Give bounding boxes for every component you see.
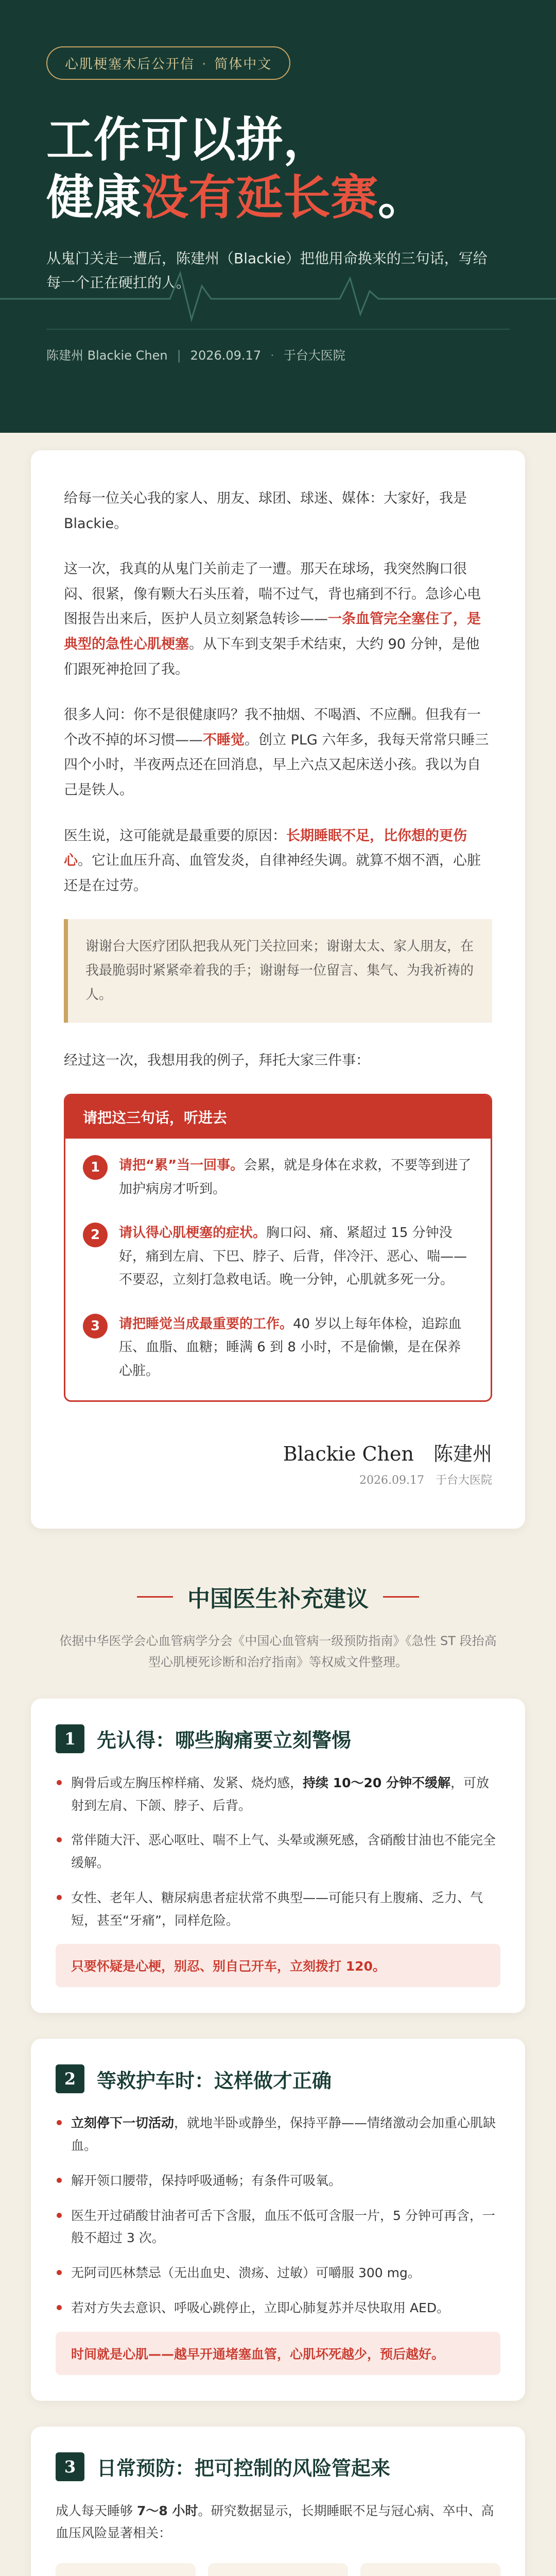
p3-text-end: 。创立 PLG 六年多，我每天常常只睡三四个小时，半夜两点还在回消息，早上六点又起床送小孩。我以为自己是铁人。 <box>64 732 489 798</box>
hero-banner <box>0 0 556 433</box>
card-header <box>56 2064 500 2093</box>
tips-title: 请把这三句话，听进去 <box>65 1095 491 1139</box>
tip-number: 2 <box>83 1223 108 1247</box>
tip-item <box>65 1139 491 1206</box>
advice-card-1 <box>31 1699 525 2013</box>
item-text: 常伴随大汗、恶心呕吐、喘不上气、头晕或濒死感，含硝酸甘油也不能完全缓解。 <box>71 1833 496 1871</box>
card-list <box>56 2112 500 2319</box>
section-title-text: 中国医生补充建议 <box>187 1586 369 1613</box>
card-title: 先认得：哪些胸痛要立刻警惕 <box>97 1728 352 1752</box>
stat-box <box>56 2563 196 2576</box>
list-item <box>56 1772 500 1817</box>
list-item <box>56 1829 500 1874</box>
card-number: 3 <box>56 2452 84 2481</box>
card-header <box>56 2452 500 2481</box>
hero-tag-right: 简体中文 <box>214 57 272 72</box>
stats-row <box>56 2563 500 2576</box>
hero-meta <box>46 329 510 363</box>
card-title: 等救护车时：这样做才正确 <box>97 2069 332 2092</box>
letter-paragraph-3 <box>64 703 492 803</box>
card-header <box>56 1724 500 1753</box>
item-text-end: ，可放射到左肩、下颌、脖子、后背。 <box>71 1775 490 1813</box>
advice-card-2 <box>31 2039 525 2400</box>
tip-text <box>119 1222 473 1292</box>
tip-number: 1 <box>83 1155 108 1180</box>
list-item <box>56 2262 500 2284</box>
letter-paragraph-5: 经过这一次，我想用我的例子，拜托大家三件事： <box>64 1052 370 1069</box>
p4-text: 医生说，这可能就是最重要的原因： <box>64 827 286 844</box>
item-text: 解开领口腰带，保持呼吸通畅；有条件可吸氧。 <box>71 2173 342 2188</box>
tip-lead: 请认得心肌梗塞的症状。 <box>119 1225 267 1241</box>
item-text: 女性、老年人、糖尿病患者症状常不典型——可能只有上腹痛、乏力、气短，甚至“牙痛”，同样危险。 <box>71 1890 483 1928</box>
tip-item <box>65 1297 491 1401</box>
tip-body: 40 岁以上每年体检，追踪血压、血脂、血糖；睡满 6 到 8 小时，不是偷懒，是在保养心脏。 <box>119 1316 462 1379</box>
hero-tag <box>46 46 290 80</box>
meta-separator: · <box>270 348 274 363</box>
tip-body: 胸口闷、痛、紧超过 15 分钟没好，痛到左肩、下巴、脖子、后背，伴冷汗、恶心、喘——不要忍，立刻打急救电话。晚一分钟，心肌就多死一分。 <box>119 1225 467 1288</box>
title-divider <box>383 1596 419 1598</box>
advice-section-header <box>0 1580 556 1673</box>
letter-card <box>31 450 525 1529</box>
title-highlight: 没有延长赛 <box>141 170 378 226</box>
stat-box <box>208 2563 348 2576</box>
intro-text-end: 。研究数据显示，长期睡眠不足与冠心病、卒中、高血压风险显著相关： <box>56 2503 494 2541</box>
title-line-2-pre: 健康 <box>46 170 142 226</box>
p4-text-end: 。它让血压升高、血管发炎，自律神经失调。就算不烟不酒，心脏还是在过劳。 <box>64 853 481 894</box>
p4-highlight: 长期睡眠不足，比你想的更伤心 <box>64 827 467 869</box>
title-line-1: 工作可以拼， <box>46 112 331 167</box>
card-alert: 时间就是心肌——越早开通堵塞血管，心肌坏死越少，预后越好。 <box>56 2332 500 2375</box>
thanks-quote-text: 谢谢台大医疗团队把我从死门关拉回来；谢谢太太、家人朋友，在我最脆弱时紧紧牵着我的手；谢谢每一位留言、集气、为我祈祷的人。 <box>85 939 474 1003</box>
card-intro <box>56 2500 500 2545</box>
list-item <box>56 2297 500 2319</box>
ecg-line-icon <box>0 263 556 325</box>
section-title <box>0 1580 556 1613</box>
stat-box <box>360 2563 500 2576</box>
item-text: 若对方失去意识、呼吸心跳停止，立即心肺复苏并尽快取用 AED。 <box>71 2300 450 2315</box>
tip-text <box>119 1313 473 1383</box>
p2-text-end: 。从下车到支架手术结束，大约 90 分钟，是他们跟死神抢回了我。 <box>64 636 480 677</box>
item-text-end: ，就地半卧或静坐，保持平静——情绪激动会加重心肌缺血。 <box>71 2115 496 2154</box>
item-text: 无阿司匹林禁忌（无出血史、溃疡、过敏）可嚼服 300 mg。 <box>71 2265 421 2281</box>
title-divider <box>137 1596 173 1598</box>
hero-subtitle: 从鬼门关走一遭后，陈建州（Blackie）把他用命换来的三句话，写给每一个正在硬扛的人。 <box>46 250 488 291</box>
three-tips-box <box>64 1094 492 1402</box>
tip-number: 3 <box>83 1314 108 1338</box>
letter-paragraph-2 <box>64 557 492 682</box>
meta-separator: | <box>177 348 181 363</box>
hero-date: 2026.09.17 <box>190 348 262 363</box>
hero-place: 于台大医院 <box>283 348 345 363</box>
thanks-quote <box>64 919 492 1022</box>
title-line-2-post: 。 <box>378 170 426 226</box>
hero-author: 陈建州 Blackie Chen <box>46 348 168 363</box>
signature: Blackie Chen 陈建州 <box>283 1443 492 1466</box>
tip-lead: 请把“累”当一回事。 <box>119 1158 244 1174</box>
page-title <box>46 111 510 226</box>
advice-card-3 <box>31 2427 525 2576</box>
item-bold: 持续 10～20 分钟不缓解 <box>303 1775 451 1790</box>
p3-highlight: 不睡觉 <box>203 732 245 748</box>
hero-tag-separator: · <box>202 57 207 72</box>
tip-text <box>119 1154 473 1201</box>
tip-body: 会累，就是身体在求救，不要等到进了加护病房才听到。 <box>119 1158 472 1197</box>
letter-paragraph-4 <box>64 824 492 899</box>
list-item <box>56 2205 500 2250</box>
card-number: 2 <box>56 2064 84 2093</box>
intro-bold: 7～8 小时 <box>136 2503 198 2518</box>
tip-item <box>65 1206 491 1297</box>
letter-greeting: 给每一位关心我的家人、朋友、球团、球迷、媒体：大家好，我是Blackie。 <box>64 490 467 532</box>
p3-text: 很多人问：你不是很健康吗？我不抽烟、不喝酒、不应酬。但我有一个改不掉的坏习惯—— <box>64 707 481 748</box>
section-subtitle: 依据中华医学会心血管病学分会《中国心血管病一级预防指南》《急性 ST 段抬高型心肌梗死诊断和治疗指南》等权威文件整理。 <box>59 1634 497 1670</box>
intro-text: 成人每天睡够 <box>56 2503 137 2518</box>
card-number: 1 <box>56 1724 84 1753</box>
card-list <box>56 1772 500 1932</box>
list-item <box>56 1887 500 1932</box>
item-text: 医生开过硝酸甘油者可舌下含服，血压不低可含服一片，5 分钟可再含，一般不超过 3 次。 <box>71 2208 495 2246</box>
card-title: 日常预防：把可控制的风险管起来 <box>97 2456 391 2480</box>
list-item <box>56 2170 500 2192</box>
card-alert: 只要怀疑是心梗，别忍、别自己开车，立刻拨打 120。 <box>56 1944 500 1987</box>
hero-tag-left: 心肌梗塞术后公开信 <box>65 57 195 72</box>
p2-text: 这一次，我真的从鬼门关前走了一遭。那天在球场，我突然胸口很闷、很紧，像有颗大石头压着，喘不过气，背也痛到不行。急诊心电图报告出来后，医护人员立刻紧急转诊—— <box>64 561 481 628</box>
item-bold: 立刻停下一切活动 <box>71 2115 175 2131</box>
signature-date: 2026.09.17 于台大医院 <box>359 1474 492 1487</box>
p2-highlight: 一条血管完全塞住了，是典型的急性心肌梗塞 <box>64 611 481 652</box>
item-text: 胸骨后或左胸压榨样痛、发紧、烧灼感， <box>71 1775 303 1790</box>
list-item <box>56 2112 500 2157</box>
tip-lead: 请把睡觉当成最重要的工作。 <box>119 1316 293 1332</box>
